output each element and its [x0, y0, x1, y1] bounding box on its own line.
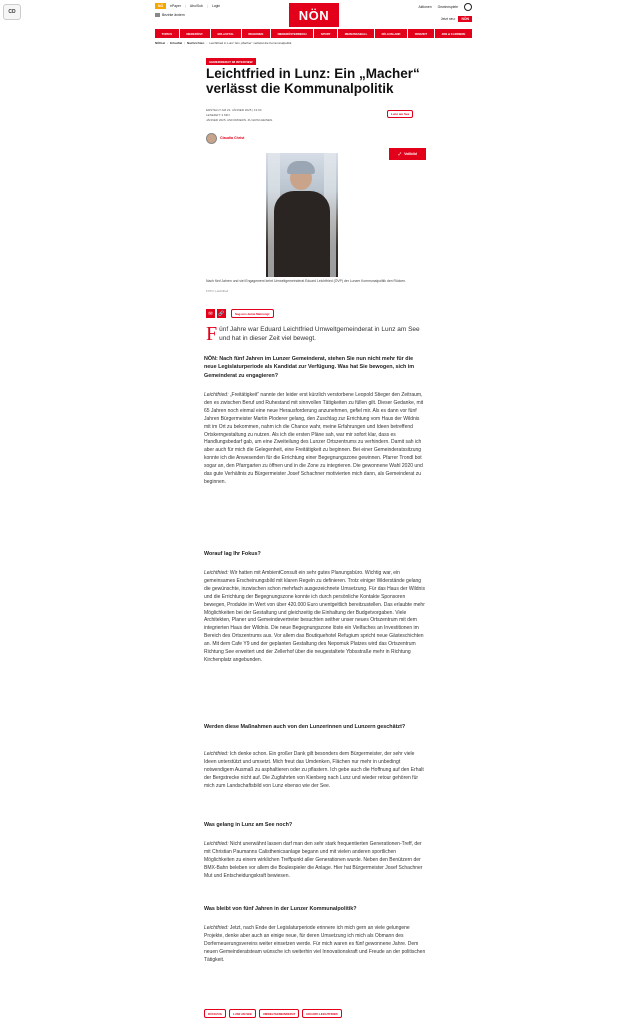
article-kicker: GEMEINDERAT IM INTERVIEW	[206, 58, 256, 65]
question-4: Was gelang in Lunz am See noch?	[204, 822, 293, 828]
author[interactable]	[206, 133, 250, 144]
speaker-label: Leichtfried:	[204, 392, 229, 398]
nav-item[interactable]: MEINUNGSBALL	[338, 29, 374, 38]
tag-list	[204, 1009, 342, 1018]
breadcrumb-current: Leichtfried in Lunz: Ein „Macher“ verlässt die Kommunalpolitik	[209, 41, 292, 45]
epaper-link[interactable]: ePaper	[170, 4, 182, 8]
breadcrumb-home[interactable]: NÖN.at	[155, 41, 166, 45]
nav-item[interactable]: NÖ-AUSLAND	[375, 29, 407, 38]
answer-text: Wir hatten mit AmbientConsult ein sehr gutes Planungsbüro. Wichtig war, ein gemeinsames Erscheinungsbild mit klaren Regeln zu definieren. Trotz einiger Widerstände gelang die gewünschte, inzwischen schon mehrfach ausgezeichnete Umsetzung. Für das Haus der Wildnis und die Errichtung der Begegnungszone konnte ich durch persönliche Kontakte Sponsoren bewegen, Produkte im Wert von über 420.000 Euro unentgeltlich bereitzustellen. Das erlaubte mehr Möglichkeiten bei der Gestaltung und gleichzeitig die Einhaltung der Budgetvorgaben. Viele Architekten, Planer und Gemeindevertreter besuchten seither unser neues Ortszentrum mit dem integrierten Haus der Wildnis. Die neue Begegnungszone löste ein Vielfaches an Investitionen im Bereich des Ortszentrums aus. Vor allem das Boutiquehotel Refugium spricht neue Gästeschichten an. Mit dem Cafe Y9 und der geplanten Gestaltung des Nepomuk Platzes wird das Ortszentrum Richtung See erweitert und der Zellerhof über die neugestaltete Ybbsstraße mehr in Richtung Kirchenplatz angebunden.	[204, 570, 425, 663]
person-body	[274, 191, 330, 277]
opinion-button[interactable]: Sag uns deine Meinung!	[231, 309, 274, 318]
breadcrumb	[155, 41, 291, 45]
region-tag[interactable]: Lunz am See	[387, 110, 413, 118]
change-district-link[interactable]: Bezirke ändern	[162, 13, 185, 17]
answer-3	[204, 751, 426, 791]
nav-item[interactable]: ERLAUFTAL	[211, 29, 241, 38]
breadcrumb-section[interactable]: Nachrichten	[186, 41, 205, 45]
article-title: Leichtfried in Lunz: Ein „Macher“ verlässt die Kommunalpolitik	[206, 66, 420, 96]
nav-item[interactable]: NIEDERÖST.	[180, 29, 210, 38]
nav-item[interactable]: SPORT	[314, 29, 337, 38]
tag[interactable]: LUNZ AM SEE	[229, 1009, 256, 1018]
answer-text: Ich denke schon. Ein großer Dank gilt besonders dem Bürgermeister, der sehr viele Ideen unterstützt und umsetzt. Mich freut das Umdenken, Flächen nur mehr in unbedingt notwendigem Ausmaß zu asphaltieren oder zu pflastern. Ich gebe auch die Hoffnung auf den Erhalt der Bergstrecke nicht auf. Die Zugfahrten von Kienberg nach Lunz und wieder retour gehören für mich zum Landschaftsbild von Lunz ebenso wie der See.	[204, 751, 424, 789]
answer-text: Nicht unerwähnt lassen darf man den sehr stark frequentierten Generationen-Treff, der mit Christian Paumanns Calisthenicsanlage begann und mit vielen anderen sportlichen Möglichkeiten zu einem wirklichen Treffpunkt aller Generationen wurde. Neben den Benützern der BMX-Bahn beleben vor allem die Boulespieler die Anlage. Hier hat Bürgermeister Josef Schachner Mut und Entscheidungskraft bewiesen.	[204, 841, 423, 879]
answer-4	[204, 841, 426, 881]
speaker-label: Leichtfried:	[204, 925, 229, 931]
tag[interactable]: UMWELTGEMEINDERAT	[259, 1009, 300, 1018]
share-bar	[206, 309, 274, 318]
breadcrumb-sep: |	[184, 41, 185, 45]
question-5: Was bleibt von fünf Jahren in der Lunzer Kommunalpolitik?	[204, 906, 357, 912]
question-3: Werden diese Maßnahmen auch von den Lunzerinnen und Lunzern geschätzt?	[204, 724, 406, 730]
link-icon[interactable]: 🔗	[218, 310, 225, 317]
answer-2	[204, 570, 426, 665]
answer-1	[204, 392, 426, 487]
nav-item[interactable]: NIEDERÖSTERREICH	[271, 29, 313, 38]
new-label: Jetzt neu:	[440, 17, 456, 21]
speaker-label: Leichtfried:	[204, 751, 229, 757]
search-icon[interactable]	[464, 3, 472, 11]
top-bar	[155, 3, 472, 27]
tag[interactable]: EDUARD LEICHTFRIED	[302, 1009, 341, 1018]
lead-text: ünf Jahre war Eduard Leichtfried Umweltgemeinderat in Lunz am See und hat in dieser Zeit viel bewegt.	[219, 326, 420, 342]
answer-text: „Freitätigkeit“ nannte der leider erst kürzlich verstorbene Leopold Stieger den Zeitraum, den es zwischen Beruf und Ruhestand mit sinnvollen Tätigkeiten zu füllen gilt. Dieser Gedanke, mit 65 Jahren noch einmal eine neue Herausforderung anzunehmen, gefiel mir. Als es dann vor fünf Jahren Bürgermeister Martin Ploderer gelang, den Zuschlag zur Errichtung vom Haus der Wildnis mit im Ort zu bekommen, nahm ich die Chance wahr, meine Erfahrungen und Ideen betreffend Ortskerngestaltung zu nutzen. Als ich die ersten Pläne sah, war mir sofort klar, dass es Handlungsbedarf gab, um eine Zweiteilung des Lunzer Ortszentrums zu verhindern. Damit sah ich aber auch für mich die Gelegenheit, eine Freitätigkeit zu beginnen. Bei einer Gemeinderatssitzung konnte ich die Anwesenden für die Errichtung einer Begegnungszone gewinnen. Pfarrer Trondl bot sogar an, den Pfarrgarten zu öffnen und in die Zone zu integrieren. Die gewonnene Wahl 2020 und das gute Verhältnis zu Bürgermeister Josef Schachner motivierten mich dann, als Gemeinderat zu beginnen.	[204, 392, 424, 485]
answer-text: Jetzt, nach Ende der Legislaturperiode erinnere ich mich gern an viele gelungene Projekte, denke aber auch an einige neue, für deren Umsetzung ich mich als Obmann des Dorferneuerungsvereins weiter einsetzen werde. Für mich waren es fünf gewonnene Jahre. Dem neuen Gemeinderatsteam wünsche ich weiterhin viel Innovationskraft und Freude an der politischen Tätigkeit.	[204, 925, 426, 963]
browser-cd-button[interactable]: CD	[3, 4, 21, 20]
photo-caption: Nach fünf Jahren und viel Engagement kehrt Umweltgemeinderat Eduard Leichtfried (ÖVP) der Lunzer Kommunalpolitik den Rücken.	[206, 279, 406, 283]
avatar	[206, 133, 217, 144]
main-nav	[155, 29, 472, 38]
top-left	[155, 3, 220, 17]
abo-link[interactable]: Abo/Sub	[189, 4, 203, 8]
non-logo[interactable]: NÖN	[289, 3, 339, 27]
expand-icon: ⤢	[398, 152, 402, 156]
nav-item[interactable]: TOPICS	[155, 29, 179, 38]
login-link[interactable]: Login	[211, 4, 221, 8]
speaker-label: Leichtfried:	[204, 570, 229, 576]
author-name[interactable]: Claudia Christ	[220, 136, 245, 141]
article-photo[interactable]	[266, 153, 338, 277]
nav-item[interactable]: REGIONEN	[242, 29, 270, 38]
answer-5	[204, 925, 426, 965]
region-badge-no[interactable]: NÖ	[155, 3, 166, 9]
breadcrumb-region[interactable]: Erlauftal	[170, 41, 183, 45]
meta-created: ERSTELLT AM 22. JÄNNER 2025 | 13:00	[206, 108, 262, 112]
article-meta	[206, 108, 273, 123]
breadcrumb-sep: ›	[206, 41, 208, 45]
fullscreen-button[interactable]	[389, 148, 426, 160]
dropcap: F	[206, 323, 218, 345]
nav-item[interactable]: FREIZEIT	[408, 29, 434, 38]
person-cap	[287, 161, 315, 174]
question-1: NÖN: Nach fünf Jahren im Lunzer Gemeinderat, stehen Sie nun nicht mehr für die neue Legislaturperiode als Kandidat zur Verfügung. Was hat Sie bewogen, sich im Gemeinderat zu engagieren?	[204, 356, 415, 379]
mail-icon[interactable]: ✉	[206, 309, 215, 318]
question-2: Worauf lag Ihr Fokus?	[204, 551, 261, 557]
meta-readtime: LESEZEIT: 3 MIN	[206, 113, 230, 117]
speaker-label: Leichtfried:	[204, 841, 229, 847]
map-icon	[155, 13, 160, 17]
nav-item[interactable]: JOB & KARRIERE	[435, 29, 472, 38]
fullscreen-label: Vollbild	[404, 152, 417, 156]
tag[interactable]: RÜCKZUG	[204, 1009, 226, 1018]
photo-credit: FOTO: Leichtfried	[206, 289, 229, 293]
aktionen-link[interactable]: Aktionen	[418, 5, 432, 9]
article-lead	[206, 323, 426, 345]
divider: |	[185, 4, 186, 8]
gewinnspiele-link[interactable]: Gewinnspiele	[437, 5, 458, 9]
meta-extra: JÄNNER 2025. ANFORDERN. ZU ERSCHEINEN.	[206, 118, 274, 122]
divider: |	[206, 4, 208, 8]
top-right	[418, 3, 472, 22]
breadcrumb-sep: ›	[167, 41, 169, 45]
mini-logo[interactable]: NÖN	[458, 16, 472, 22]
